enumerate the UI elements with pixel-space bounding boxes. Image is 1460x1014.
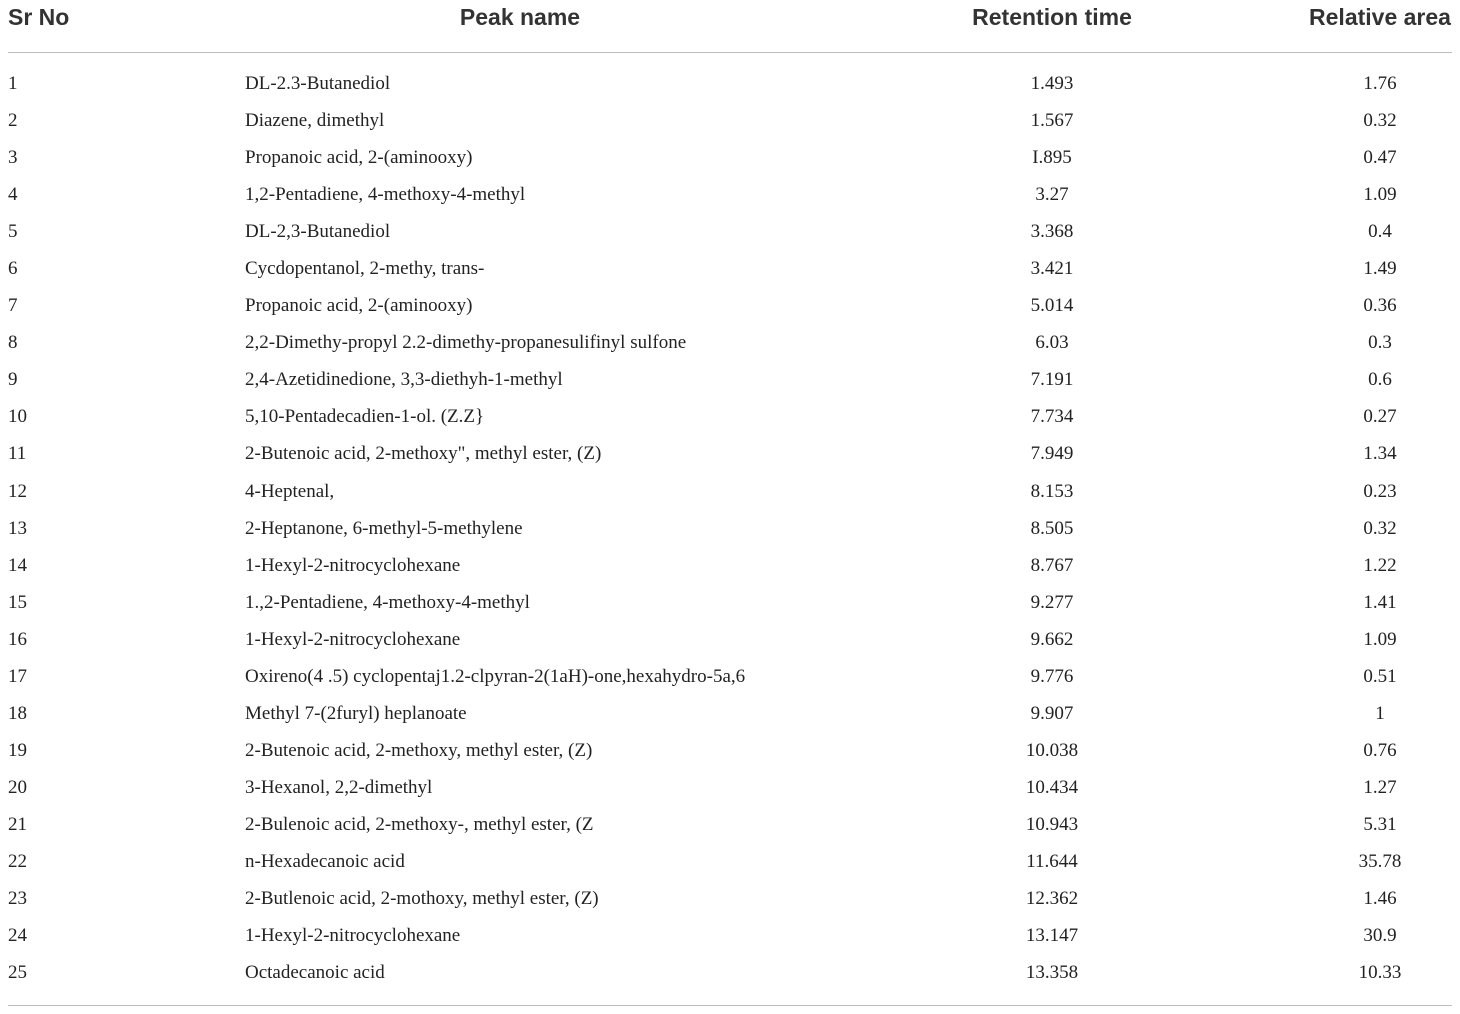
cell-relative-area: 0.3 [1368,332,1392,354]
cell-relative-area: 1.41 [1363,591,1397,613]
cell-retention-time: 5.014 [1030,295,1074,317]
cell-relative-area: 30.9 [1363,925,1397,947]
table-row [0,770,1460,807]
table-body [0,66,1460,992]
table-row [0,918,1460,955]
cell-relative-area: 35.78 [1358,850,1402,872]
cell-relative-area: 0.76 [1363,739,1397,761]
cell-sr-no: 10 [8,406,27,428]
cell-retention-time: 7.949 [1030,443,1074,465]
cell-relative-area: 1.49 [1363,258,1397,280]
table-row [0,362,1460,399]
column-header-retention-time: Retention time [972,4,1132,30]
cell-retention-time: 11.644 [1026,850,1078,872]
cell-sr-no: 17 [8,665,27,687]
table-row [0,251,1460,288]
cell-relative-area: 0.36 [1363,295,1397,317]
table-bottom-divider [8,1005,1452,1006]
table-row [0,325,1460,362]
cell-relative-area: 10.33 [1358,962,1402,984]
cell-retention-time: 6.03 [1035,332,1069,354]
cell-sr-no: 8 [8,332,18,354]
table-row [0,214,1460,251]
cell-peak-name: 4-Heptenal, [245,480,335,502]
cell-retention-time: 8.153 [1030,480,1074,502]
cell-sr-no: 13 [8,517,27,539]
cell-retention-time: 7.734 [1030,406,1074,428]
cell-relative-area: 1.09 [1363,184,1397,206]
cell-sr-no: 11 [8,443,27,465]
cell-peak-name: 1,2-Pentadiene, 4-methoxy-4-methyl [245,184,526,206]
cell-peak-name: 5,10-Pentadecadien-1-ol. (Z.Z} [245,406,485,428]
cell-relative-area: 0.23 [1363,480,1397,502]
table-row [0,733,1460,770]
table-row [0,66,1460,103]
cell-retention-time: 8.505 [1030,517,1074,539]
cell-sr-no: 22 [8,850,27,872]
column-header-sr-no: Sr No [8,4,70,30]
cell-retention-time: 9.662 [1030,628,1074,650]
table-row [0,659,1460,696]
table-row [0,955,1460,992]
table-row [0,288,1460,325]
table-row [0,881,1460,918]
table-row [0,474,1460,511]
cell-relative-area: 1 [1375,702,1385,724]
cell-sr-no: 23 [8,888,27,910]
cell-sr-no: 1 [8,73,18,94]
cell-sr-no: 3 [8,147,18,169]
table-row [0,622,1460,659]
cell-sr-no: 14 [8,554,27,576]
cell-retention-time: 9.907 [1030,702,1074,724]
header-divider [8,52,1452,53]
cell-relative-area: 0.51 [1363,665,1397,687]
cell-retention-time: 8.767 [1030,554,1074,576]
cell-relative-area: 1.76 [1363,73,1397,94]
cell-sr-no: 5 [8,221,18,243]
cell-peak-name: Propanoic acid, 2-(aminooxy) [245,295,473,317]
cell-sr-no: 15 [8,591,27,613]
cell-peak-name: 2-Butlenoic acid, 2-mothoxy, methyl ester, (Z) [245,888,599,910]
cell-sr-no: 18 [8,702,27,724]
cell-peak-name: 2-Heptanone, 6-methyl-5-methylene [245,517,523,539]
cell-peak-name: 2-Bulenoic acid, 2-methoxy-, methyl ester, (Z [245,813,594,835]
cell-retention-time: I.895 [1032,147,1072,169]
table-row [0,585,1460,622]
column-header-peak-name: Peak name [459,4,581,30]
cell-retention-time: 13.358 [1025,962,1079,984]
cell-relative-area: 0.32 [1363,517,1397,539]
cell-sr-no: 21 [8,813,27,835]
cell-sr-no: 9 [8,369,18,391]
cell-sr-no: 12 [8,480,27,502]
table-row [0,399,1460,436]
cell-sr-no: 4 [8,184,18,206]
cell-retention-time: 1.493 [1030,73,1074,94]
table-row [0,548,1460,585]
cell-peak-name: 1-Hexyl-2-nitrocyclohexane [245,925,461,947]
cell-peak-name: Propanoic acid, 2-(aminooxy) [245,147,473,169]
cell-sr-no: 25 [8,962,27,984]
cell-sr-no: 16 [8,628,27,650]
table-row [0,807,1460,844]
cell-relative-area: 1.34 [1363,443,1397,465]
cell-retention-time: 9.776 [1030,665,1074,687]
cell-peak-name: n-Hexadecanoic acid [245,850,405,872]
column-header-relative-area: Relative area [1309,4,1451,30]
cell-peak-name: 1-Hexyl-2-nitrocyclohexane [245,554,461,576]
table-row [0,103,1460,140]
cell-sr-no: 24 [8,925,27,947]
cell-relative-area: 0.4 [1368,221,1392,243]
table-row [0,511,1460,548]
cell-peak-name: 1-Hexyl-2-nitrocyclohexane [245,628,461,650]
table-row [0,177,1460,214]
cell-peak-name: DL-2.3-Butanediol [245,73,391,94]
cell-relative-area: 5.31 [1363,813,1397,835]
table-header [0,0,1460,40]
cell-relative-area: 0.32 [1363,110,1397,132]
table-row [0,696,1460,733]
table-row [0,140,1460,177]
cell-peak-name: 2-Butenoic acid, 2-methoxy, methyl ester, (Z) [245,739,593,761]
cell-retention-time: 12.362 [1025,888,1079,910]
cell-sr-no: 19 [8,739,27,761]
cell-retention-time: 9.277 [1030,591,1074,613]
cell-relative-area: 0.27 [1363,406,1397,428]
cell-retention-time: 7.191 [1030,369,1074,391]
cell-relative-area: 1.27 [1363,776,1397,798]
cell-retention-time: 1.567 [1030,110,1074,132]
cell-peak-name: Diazene, dimethyl [245,110,385,132]
cell-peak-name: 2,4-Azetidinedione, 3,3-diethyh-1-methyl [245,369,563,391]
cell-retention-time: 3.421 [1030,258,1074,280]
cell-peak-name: 2,2-Dimethy-propyl 2.2-dimethy-propanesulifinyl sulfone [245,332,687,354]
cell-peak-name: 1.,2-Pentadiene, 4-methoxy-4-methyl [245,591,530,613]
cell-relative-area: 0.47 [1363,147,1397,169]
cell-retention-time: 10.038 [1025,739,1079,761]
cell-retention-time: 10.943 [1025,813,1079,835]
cell-peak-name: Cycdopentanol, 2-methy, trans- [245,258,485,280]
cell-retention-time: 3.368 [1030,221,1074,243]
table-row [0,436,1460,473]
cell-sr-no: 2 [8,110,18,132]
cell-peak-name: 3-Hexanol, 2,2-dimethyl [245,776,433,798]
cell-peak-name: Octadecanoic acid [245,962,385,984]
cell-relative-area: 1.46 [1363,888,1397,910]
cell-sr-no: 20 [8,776,27,798]
cell-peak-name: 2-Butenoic acid, 2-methoxy", methyl ester, (Z) [245,443,602,465]
cell-peak-name: DL-2,3-Butanediol [245,221,391,243]
cell-retention-time: 10.434 [1025,776,1079,798]
cell-sr-no: 6 [8,258,18,280]
cell-relative-area: 0.6 [1368,369,1392,391]
cell-relative-area: 1.22 [1363,554,1397,576]
cell-sr-no: 7 [8,295,18,317]
cell-retention-time: 3.27 [1035,184,1069,206]
table-row [0,844,1460,881]
cell-retention-time: 13.147 [1025,925,1079,947]
cell-peak-name: Oxireno(4 .5) cyclopentaj1.2-clpyran-2(1aH)-one,hexahydro-5a,6 [245,665,746,687]
cell-relative-area: 1.09 [1363,628,1397,650]
cell-peak-name: Methyl 7-(2furyl) heplanoate [245,702,467,724]
